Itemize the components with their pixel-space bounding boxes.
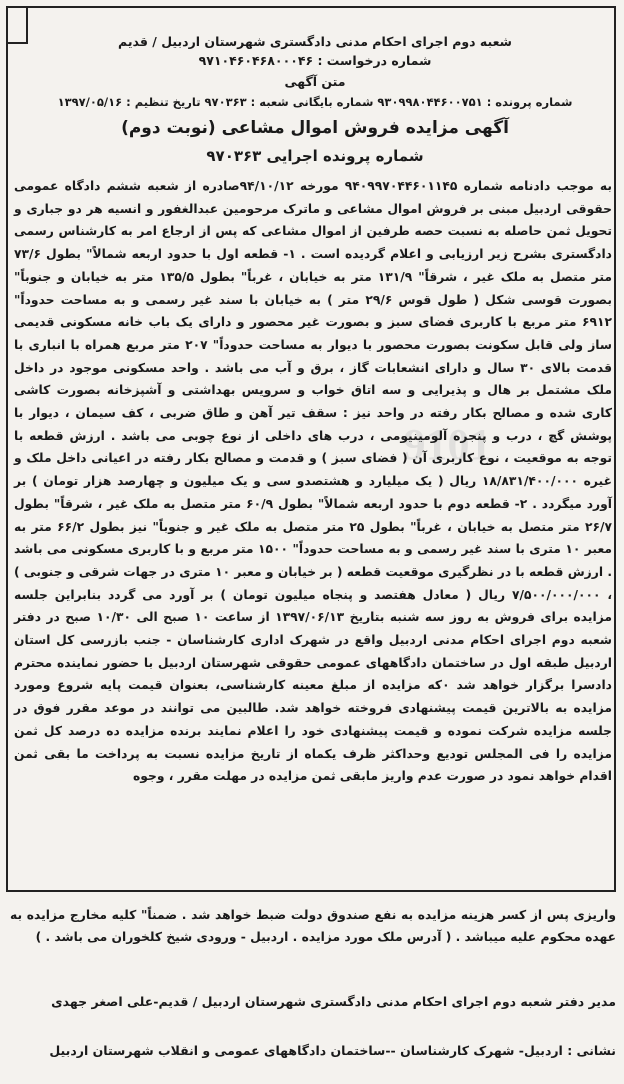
notice-label: متن آگهی xyxy=(284,74,346,89)
notice-body: به موجب دادنامه شماره ۹۴۰۹۹۷۰۴۴۶۰۱۱۴۵ مورخه ۹۴/۱۰/۱۲صادره از شعبه ششم دادگاه عمومی حقوقی اردبیل مبنی بر فروش اموال مشاعی و ماترک مرحومین عبدالغفور و انسیه هر دو جباری و تحویل ثمن حاصله به نسبت حصه طرفین از اموال مشاعی که پس از ارجاع امر به کارشناس رسمی دادگستری بشرح زیر ارزیابی و اعلام گردیده است . ۱- قطعه اول با حدود اربعه شمالاً" بطول ۷۳/۶ متر متصل به ملک غیر ، شرقاً" ۱۳۱/۹ متر به خیابان ، غرباً" بطول ۱۳۵/۵ متر به خیابان و جنوباً" بصورت قوسی شکل ( طول قوس ۲۹/۶ متر ) به خیابان با سند غیر رسمی و به مساحت حدوداً" ۶۹۱۲ متر مربع با کاربری فضای سبز و بصورت غیر محصور و دارای یک باب خانه مسکونی قدیمی ساز ولی قابل سکونت بصورت محصور با دیوار به مساحت حدوداً" ۲۰۷ متر مربع همراه با انباری با قدمت بالای ۳۰ سال و دارای انشعابات گاز ، برق و آب می باشد . واحد مسکونی موجود در داخل ملک مشتمل بر هال و پذیرایی و سه اتاق خواب و سرویس بهداشتی و آشپزخانه بصورت کاشی کاری شده و مصالح بکار رفته در واحد نیز : سقف تیر آهن و طاق ضربی ، کف سیمان ، دیوار با پوشش گچ ، درب و پنجره آلومینیومی ، درب های داخلی از نوع چوبی می باشد . ارزش قطعه با توجه به موقعیت ، نوع کاربری آن ( فضای سبز ) و قدمت و مصالح بکار رفته در اعیانی داخل ملک و غیره ۱۸/۸۳۱/۴۰۰/۰۰۰ ریال ( یک میلیارد و هشتصدو سی و یک میلیون و چهارصد هزار تومان ) بر آورد میگردد . ۲- قطعه دوم با حدود اربعه شمالاً" بطول ۶۰/۹ متر متصل به ملک غیر ، شرقاً" بطول ۲۶/۷ متر متصل به خیابان ، غرباً" بطول ۲۵ متر متصل به ملک غیر و جنوباً" نیز بطول ۶۶/۲ متر به معبر ۱۰ متری با سند غیر رسمی و به مساحت حدوداً" ۱۵۰۰ متر مربع و با کاربری مسکونی می باشد . ارزش قطعه با در نظرگیری موقعیت قطعه ( بر خیابان و معبر ۱۰ متری در جهات شرقی و جنوبی ) ، ۷/۵۰۰/۰۰۰/۰۰۰ ریال ( معادل هفتصد و پنجاه میلیون تومان ) بر آورد می گردد بنابراین جلسه مزایده برای فروش به روز سه شنبه بتاریخ ۱۳۹۷/۰۶/۱۳ از ساعت ۱۰ صبح الی ۱۰/۳۰ صبح در دفتر شعبه دوم اجرای احکام مدنی اردبیل واقع در شهرک اداری کارشناسان - جنب بازرسی کل استان اردبیل طبقه اول در ساختمان دادگاههای عمومی حقوقی شهرستان اردبیل با حضور نماینده محترم دادسرا برگزار خواهد شد ٠که مزایده از مبلغ معینه کارشناسی، بعنوان قیمت پایه شروع ومورد مزایده به بالاترین قیمت پیشنهادی فروخته خواهد شد. طالبین می توانند در موعد مقرر فوق در جلسه مزایده شرکت نموده و قیمت پیشنهادی خود را اعلام نمایند برنده مزایده ده درصد کل ثمن مزایده را فی المجلس تودیع وحداکثر ظرف یکماه از تاریخ مزایده نسبت به پرداخت ما بقی ثمن اقدام خواهد نمود در صورت عدم واریز مابقی ثمن مزایده در مهلت مقرر ، وجوه xyxy=(14,179,613,784)
faint-stamp-watermark: 9101 xyxy=(403,420,492,469)
branch-line: شعبه دوم اجرای احکام مدنی دادگستری شهرستان اردبیل / قدیم xyxy=(118,34,512,49)
signer: مدیر دفتر شعبه دوم اجرای احکام مدنی دادگستری شهرستان اردبیل / قدیم-علی اصغر جهدی xyxy=(51,994,616,1009)
file-info-line: شماره پرونده : ۹۳۰۹۹۸۰۴۴۶۰۰۷۵۱ شماره بایگانی شعبه : ۹۷۰۳۶۳ تاریخ تنظیم : ۱۳۹۷/۰۵/۱۶ xyxy=(57,95,573,109)
notice-body-continued: واریزی پس از کسر هزینه مزایده به نفع صندوق دولت ضبط خواهد شد . ضمناً" کلیه مخارج مزایده به عهده محکوم علیه میباشد . ( آدرس ملک مورد مزایده . اردبیل - ورودی شیخ کلخوران می باشد . ) xyxy=(10,908,616,944)
notice-title: آگهی مزایده فروش اموال مشاعی (نوبت دوم) xyxy=(121,118,509,138)
execution-file-number: شماره پرونده اجرایی ۹۷۰۳۶۳ xyxy=(206,147,424,165)
request-number-line: شماره درخواست : ۹۷۱۰۴۶۰۴۶۸۰۰۰۴۶ xyxy=(198,53,432,68)
address-line: نشانی : اردبیل- شهرک کارشناسان --ساختمان دادگاههای عمومی و انقلاب شهرستان اردبیل xyxy=(49,1043,616,1058)
